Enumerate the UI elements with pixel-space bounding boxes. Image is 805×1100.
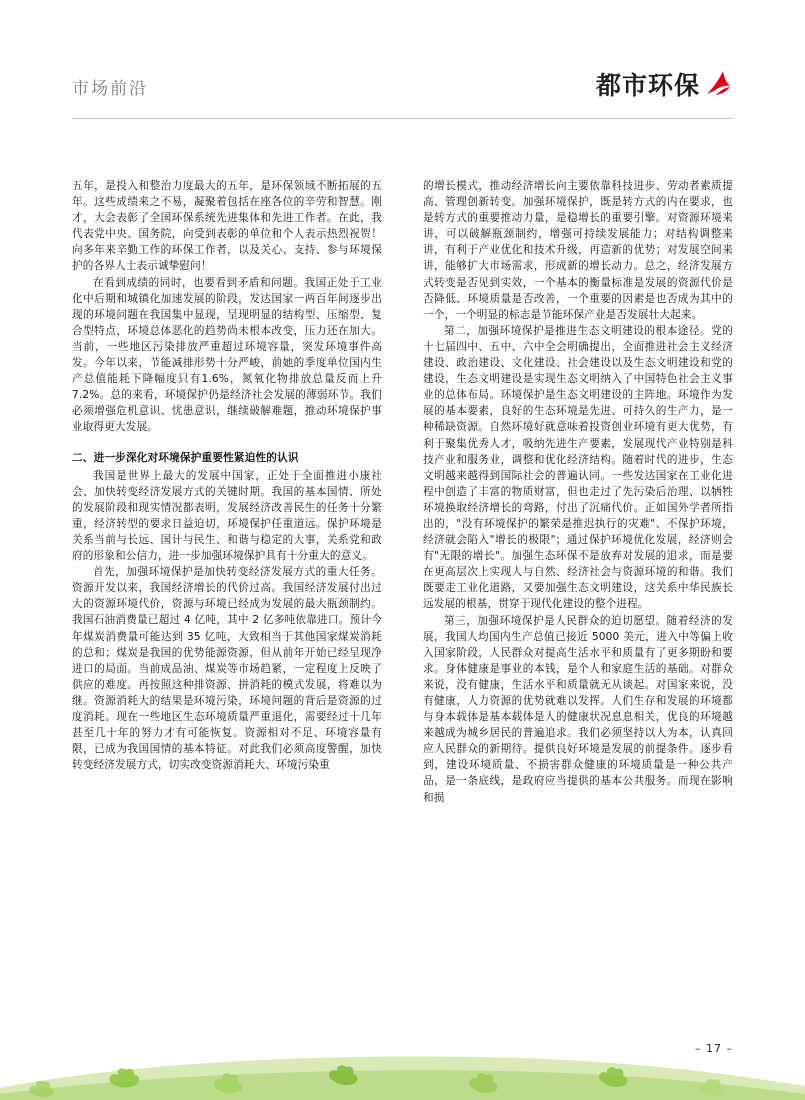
brand-logo xyxy=(596,68,733,98)
right-column xyxy=(423,178,733,806)
footer-decoration xyxy=(0,1042,805,1100)
page-header xyxy=(72,68,733,116)
paragraph: 我国是世界上最大的发展中国家，正处于全面推进小康社会、加快转变经济发展方式的关键时期。我国的基本国情、所处的发展阶段和现实情况都表明，发展经济改善民生的任务十分繁重，经济转型的要求日益迫切，环境保护任重道远。保护环境是关系当前与长远、国计与民生、和谐与稳定的大事，关系党和政府的形象和公信力，进一步加强环境保护具有十分重大的意义。 xyxy=(72,469,382,563)
paragraph: 五年，是投入和整治力度最大的五年，是环保领域不断拓展的五年。这些成绩来之不易，凝聚着包括在座各位的辛劳和智慧。刚才，大会表彰了全国环保系统先进集体和先进工作者。在此，我代表党中央、国务院，向受到表彰的单位和个人表示热烈祝贺！ 向多年来辛勤工作的环保工作者，以及关心、支持、参与环境保护的各界人士表示诚挚慰问！ xyxy=(72,180,382,273)
section-title: 市场前沿 xyxy=(72,79,148,99)
section-heading: 二、进一步深化对环境保护重要性紧迫性的认识 xyxy=(72,451,299,464)
paragraph: 在看到成绩的同时，也要看到矛盾和问题。我国正处于工业化中后期和城镇化加速发展的阶段，发达国家一两百年间逐步出现的环境问题在我国集中显现，呈现明显的结构型、压缩型、复合型特点，环境总体恶化的趋势尚未根本改变，压力还在加大。当前，一些地区污染排放严重超过环境容量，突发环境事件高发。今年以来，节能减排形势十分严峻，前她的季度单位国内生产总值能耗下降幅度只有1.6%，氮氧化物排放总量反而上升 7.2%。总的来看，环境保护仍是经济社会发展的薄弱环节。我们必须增强危机意识、忧患意识，继续破解难题，推动环境保护事业取得更大发展。 xyxy=(72,276,382,434)
swoosh-logo-icon xyxy=(703,68,733,98)
brand-logo-text: 都市环保 xyxy=(595,71,700,100)
paragraph: 首先，加强环境保护是加快转变经济发展方式的重大任务。资源开发以来，我国经济增长的代价过高。我国经济发展付出过大的资源环境代价，资源与环境已经成为发展的最大瓶颈制约。我国石油消费量已超过 4 亿吨，其中 2 亿多吨依靠进口。预计今年煤炭消费量可能达到 35 亿吨，大致相当于其他国家煤炭消耗的总和；煤炭是我国的优势能源资源，但从前年开始已经呈现净进口的局面。当前成品油、煤炭等市场趋紧，一定程度上反映了供应的难度。再按照这种排资源、拼消耗的模式发展，将难以为继。资源消耗大的结果是环境污染，环境问题的背后是资源的过度消耗。现在一些地区生态环境质量严重退化，需要经过十几年甚至几十年的努力才有可能恢复。资源相对不足、环境容量有限，已成为我国国情的基本特征。对此我们必须高度警醒，加快转变经济发展方式，切实改变资源消耗大、环境污染重 xyxy=(72,566,382,772)
paragraph: 的增长模式，推动经济增长向主要依靠科技进步、劳动者素质提高、管理创新转变。加强环境保护，既是转方式的内在要求，也是转方式的重要推动力量，是稳增长的重要引擎。对资源环境来讲，可以破解瓶颈制约，增强可持续发展能力；对结构调整来讲，有利于产业优化和技术升级，再造新的优势；对发展空间来讲，能够扩大市场需求，形成新的增长动力。总之，经济发展方式转变是否见到实效，一个基本的衡量标准是发展的资源代价是否降低、环境质量是否改善，一个重要的因素是也否成为其中的一个，一个明显的标志是节能环保产业是否发展壮大起来。 xyxy=(423,180,733,321)
paragraph: 第三，加强环境保护是人民群众的迫切愿望。随着经济的发展，我国人均国内生产总值已接近 5000 美元，进入中等偏上收入国家阶段，人民群众对提高生活水平和质量有了更多期盼和要求。身体健康是事业的本钱，是个人和家庭生活的基础。对群众来说，没有健康，生活水平和质量就无从谈起。对国家来说，没有健康，人力资源的优势就难以发挥。人们生存和发展的环境都与身本载体是基本载体是人的健康状况息息相关，优良的环境越来越成为城乡居民的普遍追求。我们必须坚持以人为本，认真回应人民群众的新期待。提供良好环境是发展的前提条件。逐步看到，建设环境质量、不损害群众健康的环境质量是一种公共产品，是一条底线，是政府应当提供的基本公共服务。而现在影响和损 xyxy=(423,614,733,804)
left-column xyxy=(72,178,382,806)
page-number: – 17 – xyxy=(695,1042,733,1055)
header-divider xyxy=(72,118,733,119)
body-columns xyxy=(72,178,733,806)
paragraph: 第二，加强环境保护是推进生态文明建设的根本途径。党的十七届四中、五中、六中全会明确提出，全面推进社会主义经济建设、政治建设、文化建设、社会建设以及生态文明建设和党的建设，生态文明建设是实现生态文明纳入了中国特色社会主义事业的总体布局。环境保护是生态文明建设的主阵地。环境作为发展的基本要素，良好的生态环境是先进、可持久的生产力，是一种稀缺资源。自然环境好就意味着投资创业环境有更大优势，有利于聚集优秀人才，吸纳先进生产要素，发展现代产业特别是科技产业和服务业，调整和优化经济结构。随着时代的进步，生态文明越来越得到国际社会的普遍认同。一些发达国家在工业化进程中创造了丰富的物质财富，但也走过了先污染后治理、以牺牲环境换取经济增长的弯路，付出了沉痛代价。正如国外学者所指出的，"没有环境保护的繁荣是推迟执行的灾难"、不保护环境，经济就会陷入"增长的极限"；通过保护环境优化发展，经济则会有"无限的增长"。加强生态环保不是放弃对发展的追求，而是要在更高层次上实现人与自然、经济社会与资源环境的和谐。我们既要走工业化道路，又要加强生态文明建设，这关系中华民族长远发展的根基，贯穿于现代化建设的整个进程。 xyxy=(423,324,733,611)
